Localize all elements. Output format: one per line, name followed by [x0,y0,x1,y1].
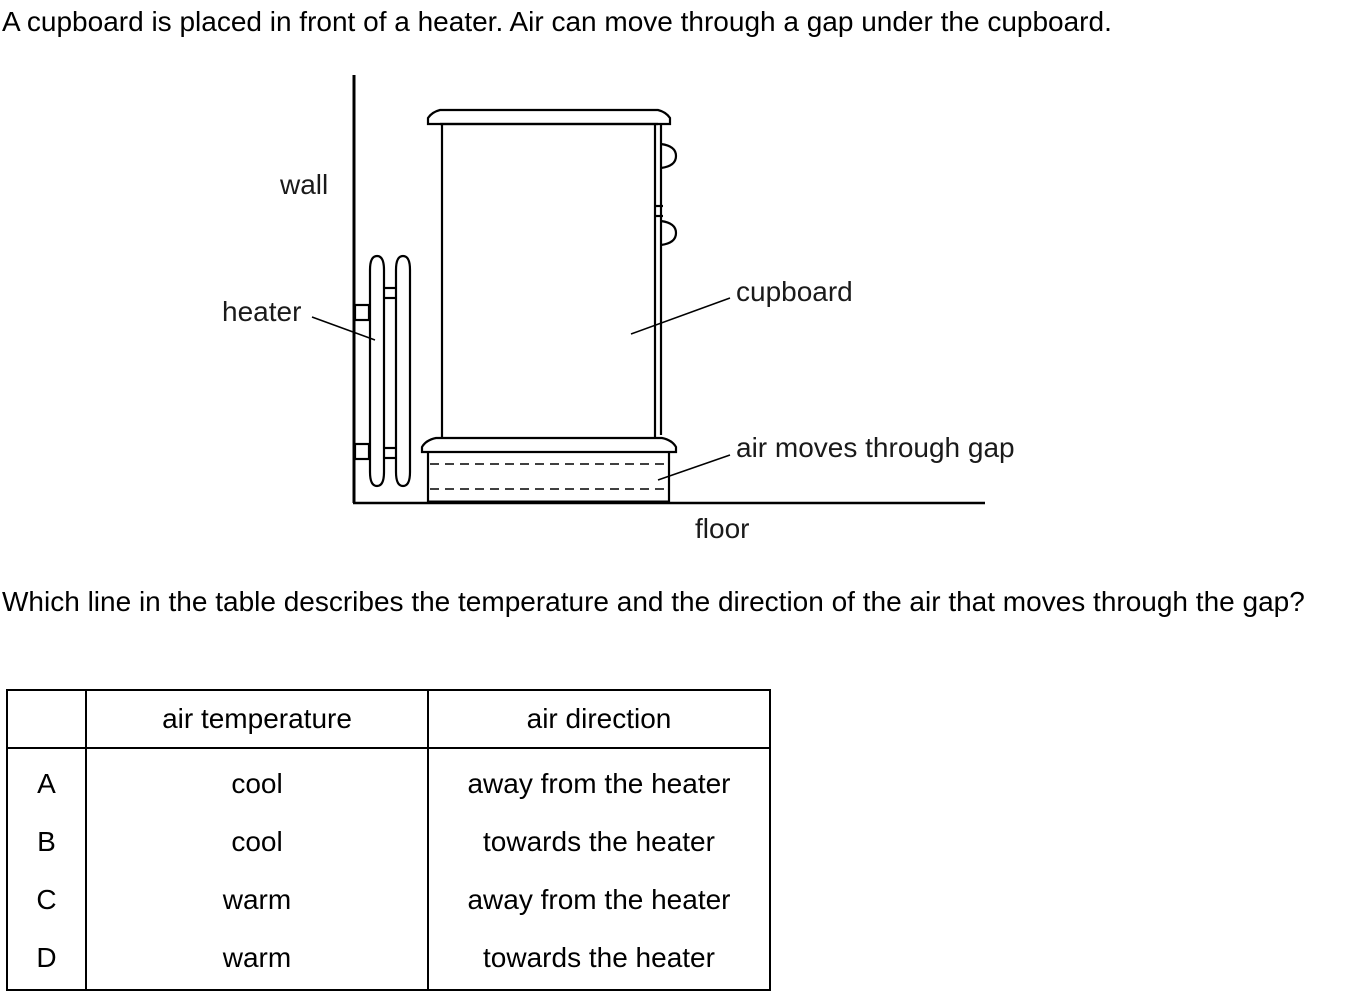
table-row [7,748,770,813]
question-text: Which line in the table describes the temperature and the direction of the air that moves through the gap? [2,586,1305,617]
row-letter: C [7,871,86,929]
intro-text: A cupboard is placed in front of a heater. Air can move through a gap under the cupboard. [2,6,1112,37]
row-temperature: warm [86,871,428,929]
row-letter: A [7,748,86,813]
row-direction: away from the heater [428,748,770,813]
floor-label: floor [695,513,750,544]
table-row [7,813,770,871]
row-letter: B [7,813,86,871]
cupboard-shape [422,110,676,502]
row-direction: towards the heater [428,813,770,871]
header-air-temperature: air temperature [86,690,428,748]
table-header-row [7,690,770,748]
row-direction: towards the heater [428,929,770,990]
header-letter [7,690,86,748]
row-temperature: cool [86,813,428,871]
cupboard-label: cupboard [736,276,853,307]
row-temperature: warm [86,929,428,990]
wall-label: wall [280,169,329,200]
row-letter: D [7,929,86,990]
gap-label: air moves through gap [736,432,1015,463]
row-temperature: cool [86,748,428,813]
gap-dashed-lines [430,464,667,489]
header-air-direction: air direction [428,690,770,748]
row-direction: away from the heater [428,871,770,929]
cupboard-leader-line [631,298,730,334]
table-row [7,929,770,990]
heater-label: heater [222,296,302,327]
answer-table [6,689,771,991]
table-row [7,871,770,929]
heater-shape [355,256,410,486]
